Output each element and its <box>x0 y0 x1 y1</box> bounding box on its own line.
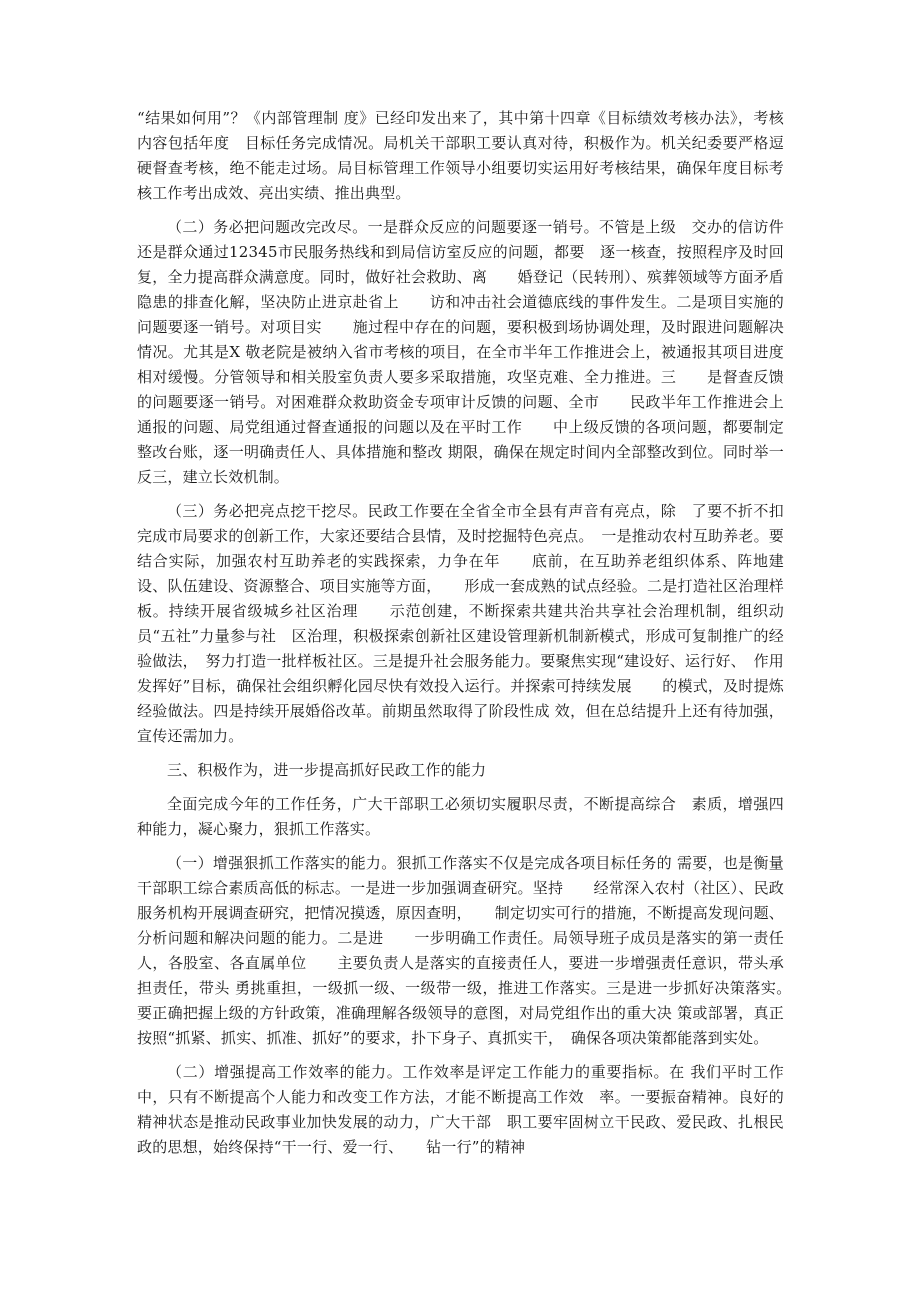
paragraph-work-implementation: （一）增强狠抓工作落实的能力。狠抓工作落实不仅是完成各项目标任务的 需要，也是衡量干部职工综合素质高低的标志。一是进一步加强调查研究。坚持 经常深入农村（社区）、民政服务机构开展调查研究，把情况摸透，原因查明， 制定切实可行的措施，不断提高发现问题、分析问题和解决问题的能力。二是进 一步明确工作责任。局领导班子成员是落实的第一责任人，各股室、各直属单位 主要负责人是落实的直接责任人，要进一步增强责任意识，带头承担责任，带头 勇挑重担，一级抓一级、一级带一级，推进工作落实。三是进一步抓好决策落实。 要正确把握上级的方针政策，准确理解各级领导的意图，对局党组作出的重大决 策或部署，真正按照“抓紧、抓实、抓准、抓好”的要求，扑下身子、真抓实干， 确保各项决策都能落到实处。 <box>137 854 800 1047</box>
paragraph-section-intro: 全面完成今年的工作任务，广大干部职工必须切实履职尽责，不断提高综合 素质，增强四种能力，凝心聚力，狠抓工作落实。 <box>137 795 784 838</box>
section-heading-three: 三、积极作为，进一步提高抓好民政工作的能力 <box>167 761 487 779</box>
paragraph-assessment-results: “结果如何用”？《内部管理制 度》已经印发出来了，其中第十四章《目标绩效考核办法》，考核内容包括年度 目标任务完成情况。局机关干部职工要认真对待，积极作为。机关纪委要严格逗 硬督查考核，绝不能走过场。局目标管理工作领导小组要切实运用好考核结果，确保年度目标考核工作考出成效、亮出实绩、推出典型。 <box>137 109 800 202</box>
document-body <box>137 106 815 1169</box>
paragraph-work-efficiency: （二）增强提高工作效率的能力。工作效率是评定工作能力的重要指标。在 我们平时工作中，只有不断提高个人能力和改变工作方法，才能不断提高工作效 率。一要振奋精神。良好的精神状态是推动民政事业加快发展的动力，广大干部 职工要牢固树立干民政、爱民政、扎根民政的思想，始终保持“干一行、爱一行、 钻一行”的精神 <box>137 1063 784 1156</box>
paragraph-problem-rectification: （二）务必把问题改完改尽。一是群众反应的问题要逐一销号。不管是上级 交办的信访件还是群众通过12345市民服务热线和到局信访室反应的问题，都要 逐一核查，按照程序及时回复，全力提高群众满意度。同时，做好社会救助、离 婚登记（民转刑）、殡葬领域等方面矛盾隐患的排查化解，坚决防止进京赴省上 访和冲击社会道德底线的事件发生。二是项目实施的问题要逐一销号。对项目实 施过程中存在的问题，要积极到场协调处理，及时跟进问题解决情况。尤其是X 敬老院是被纳入省市考核的项目，在全市半年工作推进会上，被通报其项目进度 相对缓慢。分管领导和相关股室负责人要多采取措施，攻坚克难、全力推进。三 是督查反馈的问题要逐一销号。对困难群众救助资金专项审计反馈的问题、全市 民政半年工作推进会上通报的问题、局党组通过督查通报的问题以及在平时工作 中上级反馈的各项问题，都要制定整改台账，逐一明确责任人、具体措施和整改 期限，确保在规定时间内全部整改到位。同时举一反三，建立长效机制。 <box>137 218 815 486</box>
paragraph-highlights: （三）务必把亮点挖干挖尽。民政工作要在全省全市全县有声音有亮点，除 了要不折不扣完成市局要求的创新工作，大家还要结合县情，及时挖掘特色亮点。 一是推动农村互助养老。要结合实际，加强农村互助养老的实践探索，力争在年 底前，在互助养老组织体系、阵地建设、队伍建设、资源整合、项目实施等方面， 形成一套成熟的试点经验。二是打造社区治理样板。持续开展省级城乡社区治理 示范创建，不断探索共建共治共享社会治理机制，组织动员“五社”力量参与社 区治理，积极探索创新社区建设管理新机制新模式，形成可复制推广的经验做法， 努力打造一批样板社区。三是提升社会服务能力。要聚焦实现“建设好、运行好、 作用发挥好”目标，确保社会组织孵化园尽快有效投入运行。并探索可持续发展 的模式，及时提炼经验做法。四是持续开展婚俗改革。前期虽然取得了阶段性成 效，但在总结提升上还有待加强，宣传还需加力。 <box>137 502 784 745</box>
